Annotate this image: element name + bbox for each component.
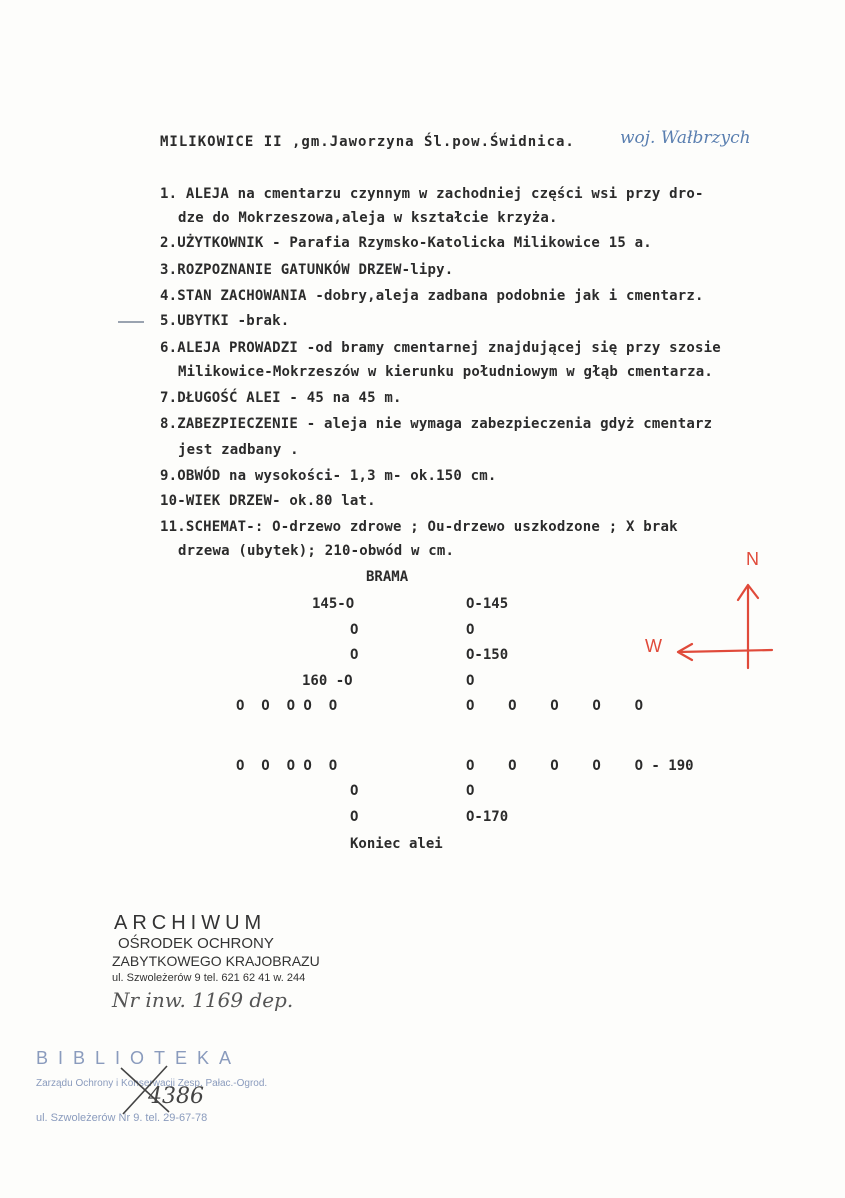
- compass-north-label: N: [746, 549, 759, 569]
- schema-row-2-right: O: [466, 622, 475, 638]
- compass-arrows-icon: [640, 550, 790, 680]
- cross-out-mark-icon: [115, 1060, 175, 1120]
- schema-end-label: Koniec alei: [350, 836, 443, 852]
- schema-row-7-left: O: [350, 783, 359, 799]
- compass-west-label: W: [645, 636, 662, 656]
- schema-row-3-right: O-150: [466, 647, 509, 663]
- item-10: 10-WIEK DRZEW- ok.80 lat.: [160, 493, 376, 509]
- item-11-line-2: drzewa (ubytek); 210-obwód w cm.: [178, 543, 455, 559]
- schema-gate-label: BRAMA: [366, 569, 409, 585]
- item-6-line-2: Milikowice-Mokrzeszów w kierunku południowym w głąb cmentarza.: [178, 364, 713, 380]
- schema-cross-row-a-left: O O O O O: [236, 698, 338, 714]
- item-5: 5.UBYTKI -brak.: [160, 313, 290, 329]
- item-3: 3.ROZPOZNANIE GATUNKÓW DRZEW-lipy.: [160, 262, 454, 278]
- library-stamp-line-2: Zarządu Ochrony i Konserwacji Zesp. Pałac.-Ogrod.: [36, 1078, 268, 1089]
- schema-row-8-left: O: [350, 809, 359, 825]
- schema-row-1-left: 145-O: [312, 596, 355, 612]
- margin-mark: [118, 321, 144, 323]
- archive-inventory-number: Nr inw. 1169 dep.: [112, 988, 294, 1012]
- item-8-line-1: 8.ZABEZPIECZENIE - aleja nie wymaga zabezpieczenia gdyż cmentarz: [160, 416, 713, 432]
- library-stamp-title: BIBLIOTEKA: [36, 1048, 242, 1068]
- item-8-line-2: jest zadbany .: [178, 442, 299, 458]
- library-handwritten-number: 4386: [148, 1084, 204, 1109]
- library-stamp-address: ul. Szwoleżerów Nr 9. tel. 29-67-78: [36, 1112, 208, 1124]
- schema-cross-row-b-right: O O O O O - 190: [466, 758, 694, 774]
- schema-row-4-right: O: [466, 673, 475, 689]
- schema-row-2-left: O: [350, 622, 359, 638]
- item-4: 4.STAN ZACHOWANIA -dobry,aleja zadbana podobnie jak i cmentarz.: [160, 288, 704, 304]
- document-title: MILIKOWICE II ,gm.Jaworzyna Śl.pow.Świdnica.: [160, 134, 575, 150]
- archive-stamp-line-3: ZABYTKOWEGO KRAJOBRAZU: [112, 953, 320, 969]
- item-1-line-2: dze do Mokrzeszowa,aleja w kształcie krzyża.: [178, 210, 558, 226]
- item-6-line-1: 6.ALEJA PROWADZI -od bramy cmentarnej znajdującej się przy szosie: [160, 340, 721, 356]
- item-7: 7.DŁUGOŚĆ ALEI - 45 na 45 m.: [160, 390, 402, 406]
- archive-stamp-line-2: OŚRODEK OCHRONY: [118, 935, 274, 952]
- schema-row-3-left: O: [350, 647, 359, 663]
- schema-row-4-left: 160 -O: [302, 673, 353, 689]
- archive-stamp-address: ul. Szwoleżerów 9 tel. 621 62 41 w. 244: [112, 972, 306, 984]
- item-9: 9.OBWÓD na wysokości- 1,3 m- ok.150 cm.: [160, 468, 497, 484]
- schema-cross-row-b-left: O O O O O: [236, 758, 338, 774]
- schema-row-1-right: O-145: [466, 596, 509, 612]
- item-1-line-1: 1. ALEJA na cmentarzu czynnym w zachodniej części wsi przy dro-: [160, 186, 704, 202]
- item-2: 2.UŻYTKOWNIK - Parafia Rzymsko-Katolicka Milikowice 15 a.: [160, 235, 652, 251]
- handwritten-province-note: woj. Wałbrzych: [620, 128, 751, 148]
- archive-stamp-title: ARCHIWUM: [114, 912, 267, 934]
- item-11-line-1: 11.SCHEMAT-: O-drzewo zdrowe ; Ou-drzewo uszkodzone ; X brak: [160, 519, 678, 535]
- schema-row-7-right: O: [466, 783, 475, 799]
- schema-row-8-right: O-170: [466, 809, 509, 825]
- schema-cross-row-a-right: O O O O O: [466, 698, 644, 714]
